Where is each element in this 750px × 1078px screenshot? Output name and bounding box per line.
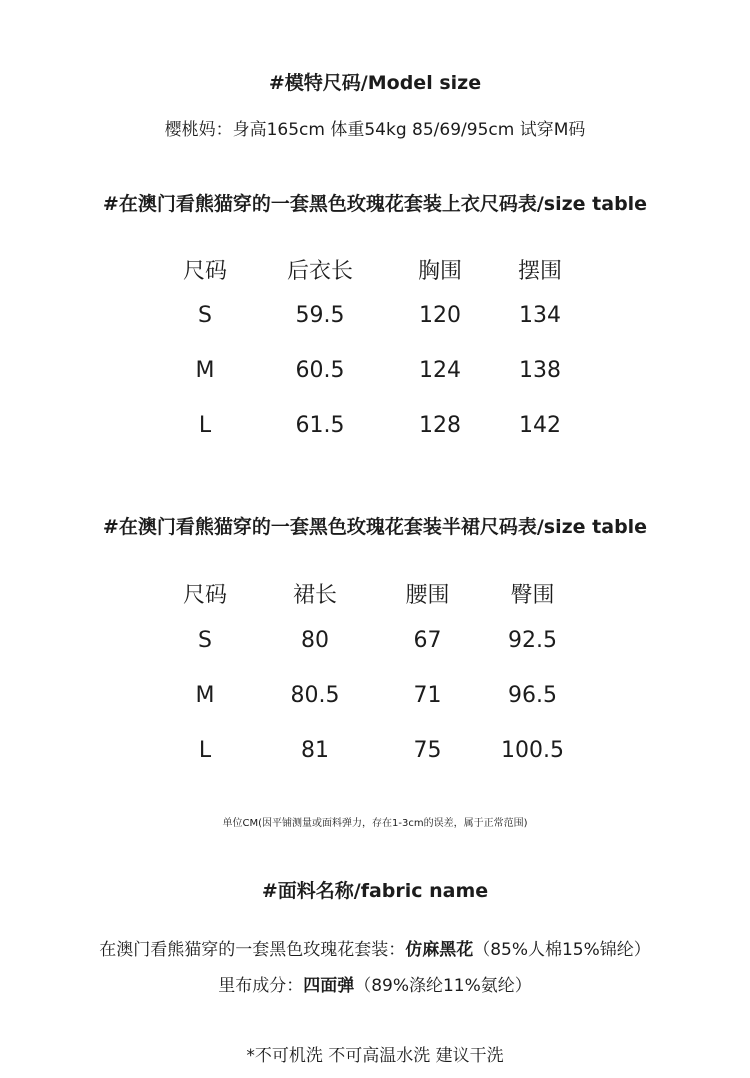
table-cell: 96.5: [508, 683, 557, 708]
fabric-line-lining-prefix: 里布成分：: [218, 976, 304, 996]
top-size-table: [160, 250, 590, 453]
table-cell: 138: [519, 358, 561, 383]
table-header-row: [160, 573, 590, 613]
column-header: 尺码: [182, 258, 227, 284]
column-header: 腰围: [405, 582, 450, 608]
column-header: 臀围: [510, 582, 555, 608]
table-cell: 80.5: [290, 683, 340, 708]
table-cell: 71: [413, 683, 442, 708]
fabric-line-main-composition: （85%人棉15%锦纶）: [473, 940, 651, 960]
model-info: 樱桃妈：身高165cm 体重54kg 85/69/95cm 试穿M码: [164, 120, 586, 140]
skirt-size-table: [160, 573, 590, 778]
fabric-line-lining: [0, 971, 750, 996]
table-cell: 92.5: [508, 628, 557, 653]
table-cell: 60.5: [295, 358, 345, 383]
unit-note: 单位CM(因平铺测量或面料弹力，存在1-3cm的误差，属于正常范围): [222, 818, 528, 829]
table-header-row: [160, 250, 590, 288]
table-cell: L: [198, 738, 212, 763]
table-row: [160, 668, 590, 723]
fabric-line-lining-composition: （89%涤纶11%氨纶）: [354, 976, 532, 996]
table-cell: 61.5: [295, 413, 345, 438]
table-cell: 59.5: [295, 303, 345, 328]
table-cell: 67: [413, 628, 442, 653]
fabric-name-lining: 四面弹: [303, 976, 355, 996]
table-cell: 120: [419, 303, 461, 328]
skirt-size-table-title: #在澳门看熊猫穿的一套黑色玫瑰花套装半裙尺码表/size table: [102, 516, 648, 538]
table-row: [160, 288, 590, 343]
fabric-line-main: [0, 935, 750, 960]
fabric-line-main-prefix: 在澳门看熊猫穿的一套黑色玫瑰花套装：: [99, 940, 406, 960]
table-cell: 81: [301, 738, 329, 763]
table-row: [160, 723, 590, 778]
table-cell: 100.5: [501, 738, 564, 763]
column-header: 胸围: [417, 258, 462, 284]
column-header: 裙长: [292, 582, 337, 608]
table-cell: M: [195, 358, 215, 383]
table-cell: 142: [519, 413, 561, 438]
table-cell: S: [198, 303, 212, 328]
table-cell: 75: [413, 738, 442, 763]
table-row: [160, 613, 590, 668]
column-header: 后衣长: [286, 258, 353, 284]
table-cell: M: [195, 683, 215, 708]
column-header: 尺码: [182, 582, 227, 608]
care-instructions: *不可机洗 不可高温水洗 建议干洗: [246, 1046, 504, 1066]
table-cell: 124: [419, 358, 461, 383]
table-row: [160, 398, 590, 453]
fabric-name-main: 仿麻黑花: [405, 940, 474, 960]
table-cell: S: [198, 628, 212, 653]
table-row: [160, 343, 590, 398]
top-size-table-title: #在澳门看熊猫穿的一套黑色玫瑰花套装上衣尺码表/size table: [102, 193, 648, 215]
table-cell: 128: [419, 413, 461, 438]
table-cell: L: [198, 413, 212, 438]
fabric-title: #面料名称/fabric name: [261, 880, 489, 902]
column-header: 摆围: [517, 258, 562, 284]
table-cell: 134: [519, 303, 561, 328]
table-cell: 80: [301, 628, 329, 653]
model-size-title: #模特尺码/Model size: [268, 72, 482, 94]
